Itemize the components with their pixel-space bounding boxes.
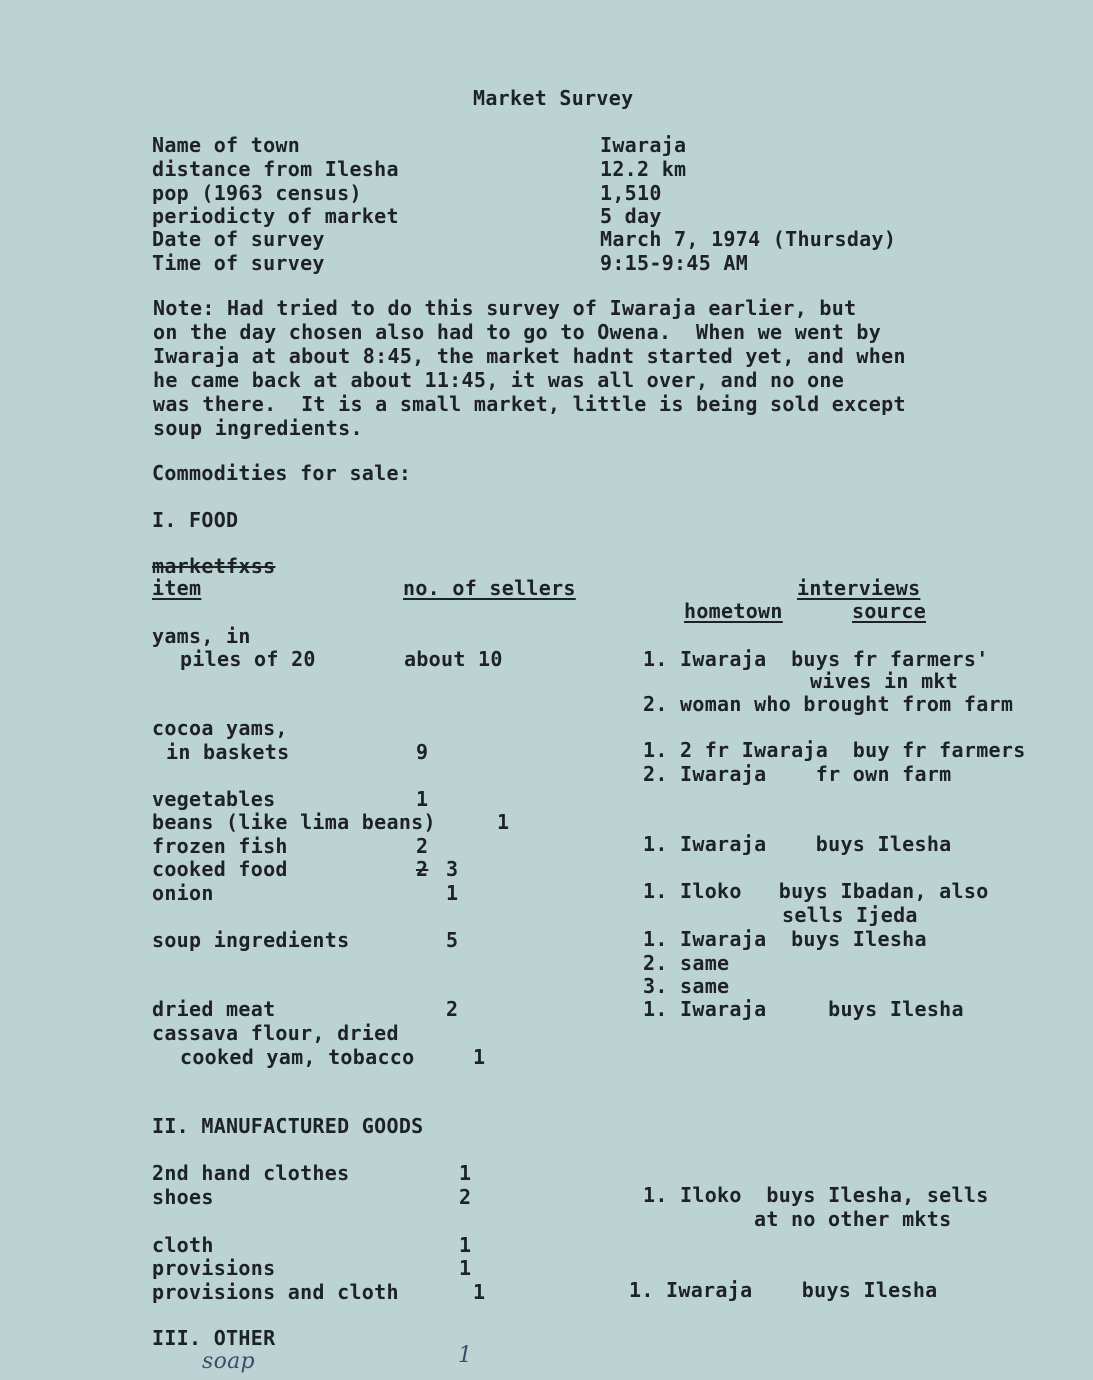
interview-yams-2: 2. woman who brought from farm <box>643 692 1014 716</box>
distance-value: 12.2 km <box>600 157 687 181</box>
item-provisions: provisions <box>152 1256 276 1280</box>
date-value: March 7, 1974 (Thursday) <box>600 227 897 251</box>
sellers-dried-meat: 2 <box>446 997 459 1021</box>
interview-shoes-1: 1. Iloko buys Ilesha, sells <box>643 1183 989 1207</box>
page-title: Market Survey <box>473 86 634 110</box>
item-dried-meat: dried meat <box>152 997 276 1021</box>
struck-word: marketfxss <box>152 554 276 578</box>
interview-cocoa-2: 2. Iwaraja fr own farm <box>643 762 952 786</box>
section-manufactured-heading: II. MANUFACTURED GOODS <box>152 1114 424 1138</box>
interview-fish-1: 1. Iwaraja buys Ilesha <box>643 832 952 856</box>
sellers-cooked-food: 3 <box>446 857 459 881</box>
header-interviews: interviews <box>797 576 921 600</box>
item-cloth: cloth <box>152 1233 214 1257</box>
time-label: Time of survey <box>152 251 325 275</box>
interview-onion-1-cont: sells Ijeda <box>782 903 918 927</box>
interview-provisions-1: 1. Iwaraja buys Ilesha <box>629 1278 938 1302</box>
sellers-cassava: 1 <box>473 1045 486 1069</box>
interview-soup-3: 3. same <box>643 974 730 998</box>
interview-meat-1: 1. Iwaraja buys Ilesha <box>643 997 964 1021</box>
interview-shoes-1-cont: at no other mkts <box>754 1207 952 1231</box>
section-other-heading: III. OTHER <box>152 1326 276 1350</box>
item-beans: beans (like lima beans) <box>152 810 436 834</box>
item-yams: yams, in <box>152 624 251 648</box>
item-provisions-and-cloth: provisions and cloth <box>152 1280 399 1304</box>
section-food-heading: I. FOOD <box>152 508 239 532</box>
header-sellers: no. of sellers <box>403 576 576 600</box>
sellers-cloth: 1 <box>459 1233 472 1257</box>
sellers-soup-ingredients: 5 <box>446 928 459 952</box>
item-cooked-food: cooked food <box>152 857 288 881</box>
interview-yams-1-cont: wives in mkt <box>810 669 959 693</box>
header-source: source <box>852 599 927 623</box>
note-line: Iwaraja at about 8:45, the market hadnt started yet, and when <box>153 344 906 368</box>
interview-onion-1: 1. Iloko buys Ibadan, also <box>643 879 989 903</box>
sellers-frozen-fish: 2 <box>416 834 429 858</box>
date-label: Date of survey <box>152 227 325 251</box>
commodities-heading: Commodities for sale: <box>152 461 412 485</box>
periodicity-value: 5 day <box>600 204 662 228</box>
interview-cocoa-1: 1. 2 fr Iwaraja buy fr farmers <box>643 738 1026 762</box>
item-cocoa-yams: cocoa yams, <box>152 716 288 740</box>
item-frozen-fish: frozen fish <box>152 834 288 858</box>
sellers-provisions-and-cloth: 1 <box>473 1280 486 1304</box>
distance-label: distance from Ilesha <box>152 157 399 181</box>
pop-value: 1,510 <box>600 181 662 205</box>
interview-yams-1: 1. Iwaraja buys fr farmers' <box>643 647 989 671</box>
item-soap-handwritten: soap <box>202 1349 255 1374</box>
sellers-beans: 1 <box>497 810 510 834</box>
item-2nd-hand-clothes: 2nd hand clothes <box>152 1161 350 1185</box>
sellers-onion: 1 <box>446 881 459 905</box>
interview-soup-1: 1. Iwaraja buys Ilesha <box>643 927 927 951</box>
item-vegetables: vegetables <box>152 787 276 811</box>
sellers-cooked-food-struck: 2 <box>416 857 429 881</box>
item-shoes: shoes <box>152 1185 214 1209</box>
sellers-soap-handwritten: 1 <box>458 1343 473 1368</box>
note-line: he came back at about 11:45, it was all over, and no one <box>153 368 845 392</box>
town-value: Iwaraja <box>600 133 687 157</box>
town-label: Name of town <box>152 133 301 157</box>
item-yams-cont: piles of 20 <box>180 647 316 671</box>
periodicity-label: periodicty of market <box>152 204 399 228</box>
sellers-yams: about 10 <box>404 647 503 671</box>
interview-soup-2: 2. same <box>643 951 730 975</box>
pop-label: pop (1963 census) <box>152 181 362 205</box>
sellers-shoes: 2 <box>459 1185 472 1209</box>
item-cocoa-yams-cont: in baskets <box>166 740 290 764</box>
item-cassava-cont: cooked yam, tobacco <box>180 1045 415 1069</box>
sellers-provisions: 1 <box>459 1256 472 1280</box>
sellers-cocoa-yams: 9 <box>416 740 429 764</box>
note-line: Note: Had tried to do this survey of Iwaraja earlier, but <box>153 296 857 320</box>
note-line: on the day chosen also had to go to Owena. When we went by <box>153 320 882 344</box>
item-cassava: cassava flour, dried <box>152 1021 399 1045</box>
sellers-2nd-hand-clothes: 1 <box>459 1161 472 1185</box>
header-item: item <box>152 576 202 600</box>
item-soup-ingredients: soup ingredients <box>152 928 350 952</box>
item-onion: onion <box>152 881 214 905</box>
sellers-vegetables: 1 <box>416 787 429 811</box>
header-hometown: hometown <box>684 599 783 623</box>
note-line: was there. It is a small market, little is being sold except <box>153 392 906 416</box>
time-value: 9:15-9:45 AM <box>600 251 749 275</box>
note-line: soup ingredients. <box>153 416 363 440</box>
